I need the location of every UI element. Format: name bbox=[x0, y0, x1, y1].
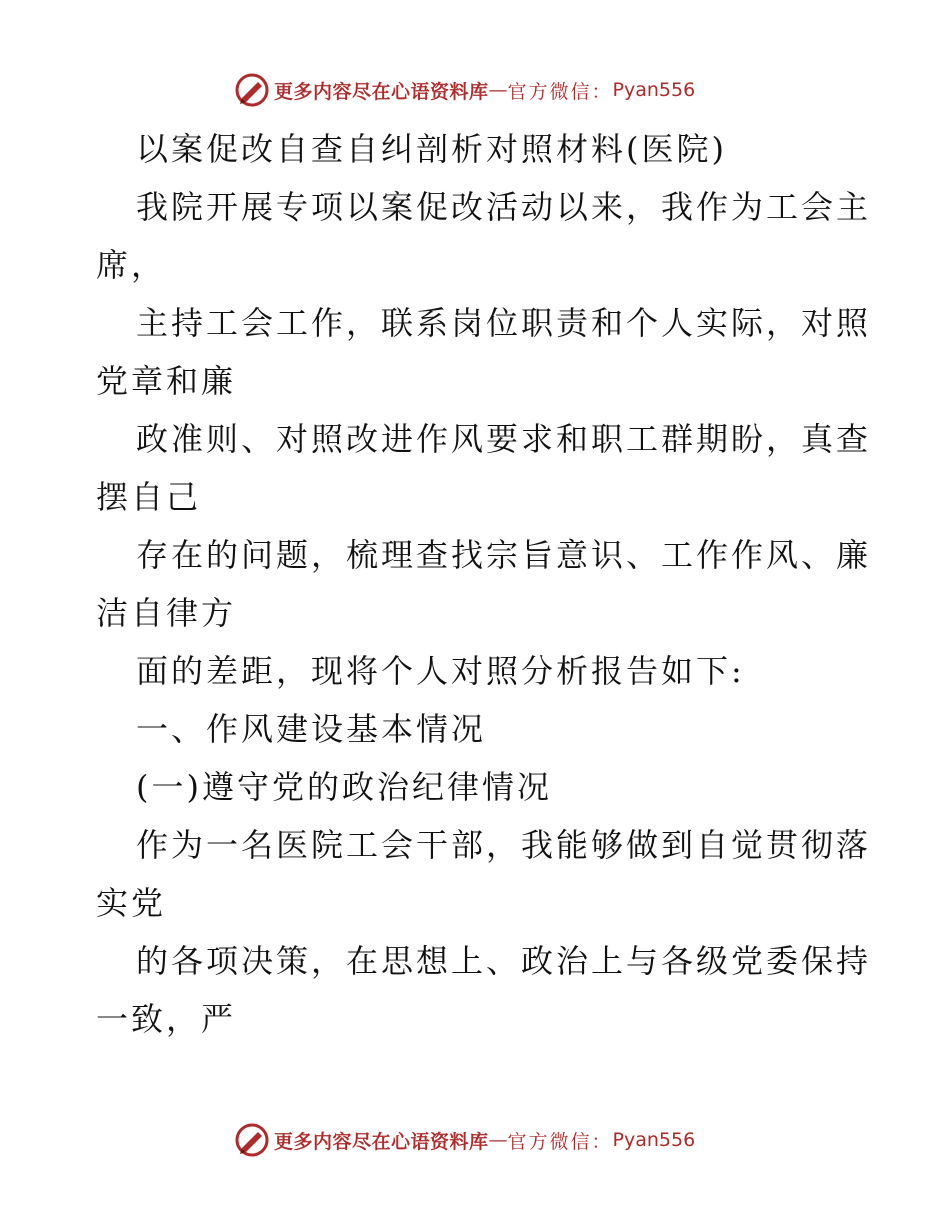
footer-watermark-banner bbox=[234, 1120, 695, 1160]
section-heading: 一、作风建设基本情况 bbox=[136, 710, 487, 748]
paragraph-line: 一致，严 bbox=[96, 1000, 237, 1038]
paragraph-line: 面的差距，现将个人对照分析报告如下: bbox=[136, 652, 745, 690]
banner-official: 官方微信： bbox=[507, 1130, 613, 1153]
paragraph-line: 席， bbox=[96, 246, 167, 284]
paragraph-line: 我院开展专项以案促改活动以来，我作为工会主 bbox=[136, 188, 872, 226]
banner-official: 官方微信： bbox=[507, 80, 613, 103]
banner-wechat-id: Pyan556 bbox=[612, 79, 696, 101]
banner-dash: — bbox=[488, 1129, 508, 1151]
header-watermark-banner bbox=[234, 70, 695, 110]
paragraph-line: 存在的问题，梳理查找宗旨意识、工作作风、廉 bbox=[136, 536, 872, 574]
paragraph-line: 实党 bbox=[96, 884, 167, 922]
banner-text: 更多内容尽在心语资料库 bbox=[274, 1130, 489, 1153]
paragraph-line: 洁自律方 bbox=[96, 594, 237, 632]
banner-text: 更多内容尽在心语资料库 bbox=[274, 80, 489, 103]
document-body bbox=[96, 120, 872, 1048]
document-title: 以案促改自查自纠剖析对照材料(医院) bbox=[136, 130, 727, 168]
paragraph-line: 摆自己 bbox=[96, 478, 202, 516]
subsection-heading: (一)遵守党的政治纪律情况 bbox=[136, 768, 552, 806]
paragraph-line: 政准则、对照改进作风要求和职工群期盼，真查 bbox=[136, 420, 872, 458]
pen-logo-icon bbox=[234, 1122, 270, 1158]
banner-dash: — bbox=[488, 79, 508, 101]
paragraph-line: 主持工会工作，联系岗位职责和个人实际，对照 bbox=[136, 304, 872, 342]
paragraph-line: 党章和廉 bbox=[96, 362, 237, 400]
paragraph-line: 作为一名医院工会干部，我能够做到自觉贯彻落 bbox=[136, 826, 872, 864]
paragraph-line: 的各项决策，在思想上、政治上与各级党委保持 bbox=[136, 942, 872, 980]
banner-wechat-id: Pyan556 bbox=[612, 1129, 696, 1151]
pen-logo-icon bbox=[234, 72, 270, 108]
